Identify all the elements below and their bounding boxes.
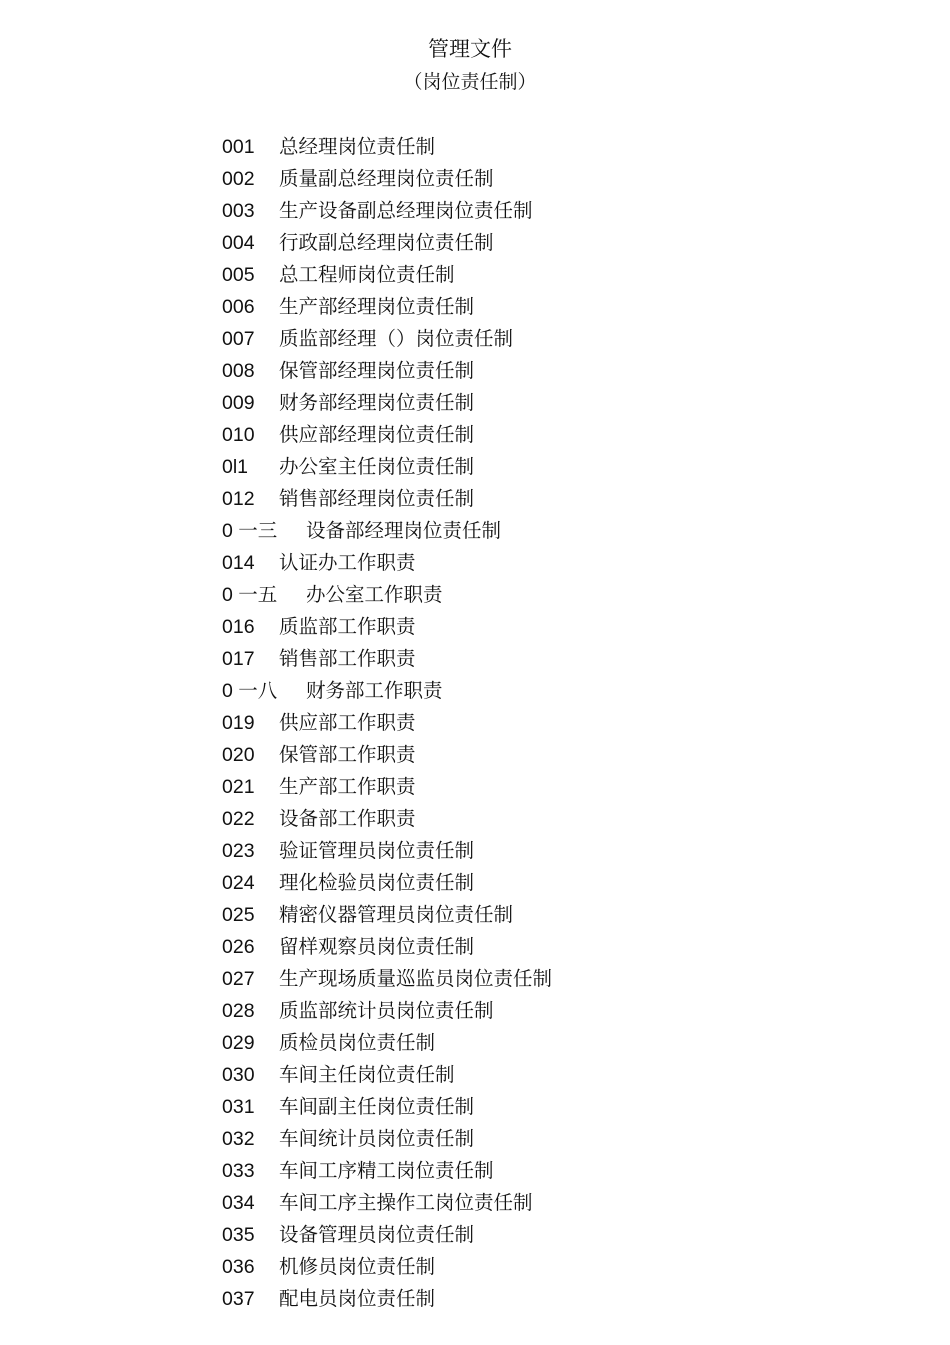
item-number: 035: [222, 1224, 255, 1246]
list-item: [222, 1219, 552, 1251]
item-number: 0 一三: [222, 520, 278, 542]
item-number: 029: [222, 1032, 255, 1054]
item-number: 020: [222, 744, 255, 766]
item-label: 生产部经理岗位责任制: [279, 295, 475, 318]
item-number: 023: [222, 840, 255, 862]
item-label: 质监部工作职责: [279, 615, 416, 638]
item-number: 031: [222, 1096, 255, 1118]
list-item: [222, 1283, 552, 1315]
list-item: [222, 1251, 552, 1283]
list-item: [222, 515, 552, 547]
list-item: [222, 867, 552, 899]
item-label: 生产现场质量巡监员岗位责任制: [279, 967, 553, 990]
list-item: [222, 547, 552, 579]
list-item: [222, 227, 552, 259]
document-title: 管理文件: [428, 37, 512, 61]
list-item: [222, 1187, 552, 1219]
item-label: 供应部经理岗位责任制: [279, 423, 475, 446]
item-number: 021: [222, 776, 255, 798]
list-item: [222, 1059, 552, 1091]
item-number: 019: [222, 712, 255, 734]
list-item: [222, 195, 552, 227]
item-number: 026: [222, 936, 255, 958]
item-number: 024: [222, 872, 255, 894]
item-number: 034: [222, 1192, 255, 1214]
list-item: [222, 995, 552, 1027]
item-number: 032: [222, 1128, 255, 1150]
list-item: [222, 611, 552, 643]
item-label: 车间副主任岗位责任制: [279, 1095, 475, 1118]
item-label: 供应部工作职责: [279, 711, 416, 734]
item-label: 认证办工作职责: [279, 551, 416, 574]
list-item: [222, 803, 552, 835]
list-item: [222, 1091, 552, 1123]
item-number: 012: [222, 488, 255, 510]
item-number: 003: [222, 200, 255, 222]
item-number: 025: [222, 904, 255, 926]
item-number: 014: [222, 552, 255, 574]
list-item: [222, 675, 552, 707]
list-item: [222, 643, 552, 675]
list-item: [222, 771, 552, 803]
list-item: [222, 707, 552, 739]
item-label: 办公室主任岗位责任制: [279, 455, 475, 478]
item-number: 036: [222, 1256, 255, 1278]
list-item: [222, 1123, 552, 1155]
item-number: 005: [222, 264, 255, 286]
item-label: 设备部经理岗位责任制: [306, 519, 502, 542]
item-label: 质监部统计员岗位责任制: [279, 999, 494, 1022]
list-item: [222, 579, 552, 611]
item-label: 精密仪器管理员岗位责任制: [279, 903, 514, 926]
item-number: 033: [222, 1160, 255, 1182]
item-label: 质检员岗位责任制: [279, 1031, 436, 1054]
item-label: 留样观察员岗位责任制: [279, 935, 475, 958]
item-label: 总经理岗位责任制: [279, 135, 436, 158]
item-label: 销售部工作职责: [279, 647, 416, 670]
list-item: [222, 899, 552, 931]
list-item: [222, 963, 552, 995]
list-item: [222, 1155, 552, 1187]
list-item: [222, 131, 552, 163]
item-label: 设备管理员岗位责任制: [279, 1223, 475, 1246]
list-item: [222, 835, 552, 867]
item-number: 022: [222, 808, 255, 830]
item-number: 028: [222, 1000, 255, 1022]
item-number: 030: [222, 1064, 255, 1086]
list-item: [222, 483, 552, 515]
item-number: 007: [222, 328, 255, 350]
list-item: [222, 291, 552, 323]
item-label: 质监部经理（）岗位责任制: [279, 327, 514, 350]
item-number: 017: [222, 648, 255, 670]
document-subtitle: （岗位责任制）: [403, 71, 537, 93]
item-label: 设备部工作职责: [279, 807, 416, 830]
item-label: 质量副总经理岗位责任制: [279, 167, 494, 190]
list-item: [222, 163, 552, 195]
item-number: 0 一八: [222, 680, 278, 702]
item-number: 010: [222, 424, 255, 446]
list-item: [222, 739, 552, 771]
item-label: 车间工序精工岗位责任制: [279, 1159, 494, 1182]
item-label: 生产部工作职责: [279, 775, 416, 798]
item-number: 0l1: [222, 456, 249, 478]
list-item: [222, 355, 552, 387]
item-label: 保管部经理岗位责任制: [279, 359, 475, 382]
item-label: 配电员岗位责任制: [279, 1287, 436, 1310]
item-label: 总工程师岗位责任制: [279, 263, 455, 286]
item-label: 办公室工作职责: [306, 583, 443, 606]
item-number: 027: [222, 968, 255, 990]
item-label: 车间主任岗位责任制: [279, 1063, 455, 1086]
list-item: [222, 387, 552, 419]
item-label: 保管部工作职责: [279, 743, 416, 766]
list-item: [222, 419, 552, 451]
item-label: 财务部工作职责: [306, 679, 443, 702]
table-of-contents: [222, 131, 552, 1315]
item-label: 验证管理员岗位责任制: [279, 839, 475, 862]
list-item: [222, 259, 552, 291]
list-item: [222, 1027, 552, 1059]
list-item: [222, 451, 552, 483]
item-label: 车间工序主操作工岗位责任制: [279, 1191, 533, 1214]
item-number: 0 一五: [222, 584, 278, 606]
item-label: 车间统计员岗位责任制: [279, 1127, 475, 1150]
item-label: 机修员岗位责任制: [279, 1255, 436, 1278]
item-label: 财务部经理岗位责任制: [279, 391, 475, 414]
item-label: 生产设备副总经理岗位责任制: [279, 199, 533, 222]
list-item: [222, 323, 552, 355]
item-number: 004: [222, 232, 255, 254]
item-number: 016: [222, 616, 255, 638]
item-number: 002: [222, 168, 255, 190]
item-number: 006: [222, 296, 255, 318]
item-label: 销售部经理岗位责任制: [279, 487, 475, 510]
item-number: 001: [222, 136, 255, 158]
item-number: 037: [222, 1288, 255, 1310]
list-item: [222, 931, 552, 963]
item-number: 009: [222, 392, 255, 414]
item-number: 008: [222, 360, 255, 382]
item-label: 理化检验员岗位责任制: [279, 871, 475, 894]
item-label: 行政副总经理岗位责任制: [279, 231, 494, 254]
